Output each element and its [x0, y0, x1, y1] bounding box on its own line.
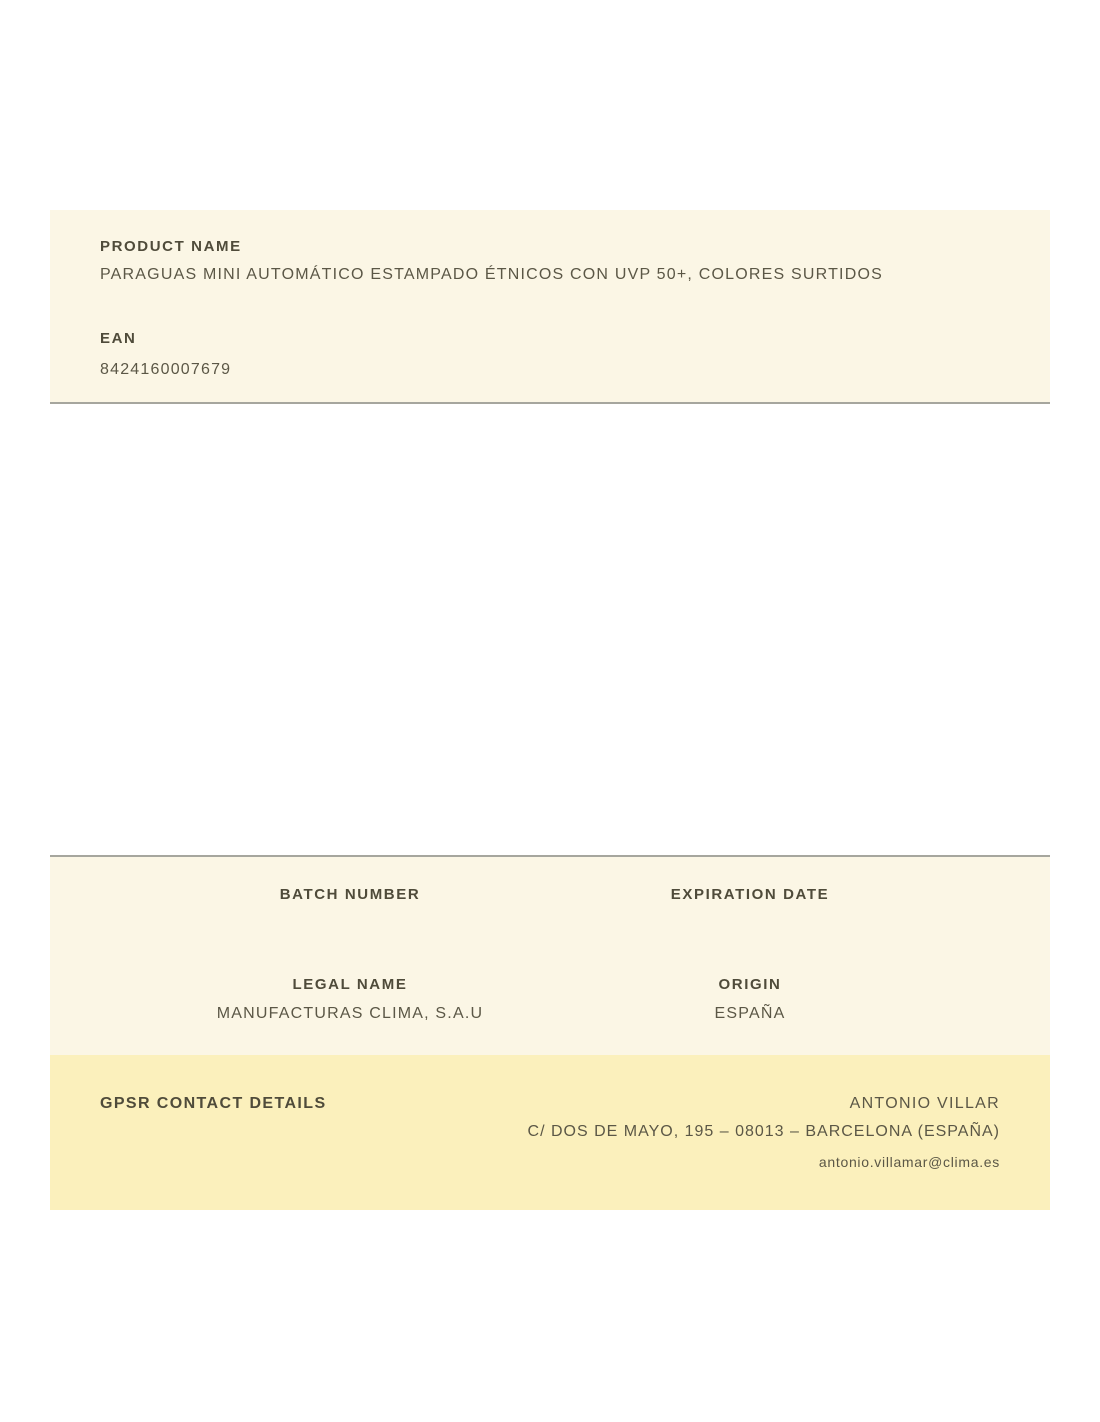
- legal-name-value: MANUFACTURAS CLIMA, S.A.U: [216, 1005, 484, 1022]
- gpsr-contact-details-label: GPSR CONTACT DETAILS: [100, 1095, 327, 1112]
- batch-number-label: BATCH NUMBER: [279, 886, 421, 903]
- origin-field: [550, 976, 950, 1023]
- ean-value: 8424160007679: [100, 361, 232, 378]
- ean-label: EAN: [100, 330, 137, 347]
- origin-value: ESPAÑA: [714, 1005, 786, 1022]
- batch-section: [50, 855, 1050, 1058]
- batch-grid: [150, 886, 950, 1023]
- contact-address: C/ DOS DE MAYO, 195 – 08013 – BARCELONA (ESPAÑA): [527, 1123, 1000, 1140]
- expiration-date-label: EXPIRATION DATE: [670, 886, 830, 903]
- origin-label: ORIGIN: [718, 976, 782, 993]
- contact-name: ANTONIO VILLAR: [849, 1095, 1000, 1112]
- product-name-value: PARAGUAS MINI AUTOMÁTICO ESTAMPADO ÉTNICOS CON UVP 50+, COLORES SURTIDOS: [100, 266, 883, 283]
- gpsr-section: [50, 1055, 1050, 1210]
- legal-name-label: LEGAL NAME: [292, 976, 408, 993]
- contact-email: antonio.villamar@clima.es: [818, 1154, 1000, 1170]
- batch-number-field: [150, 886, 550, 976]
- expiration-date-field: [550, 886, 950, 976]
- gpsr-contact-block: [528, 1095, 1000, 1170]
- legal-name-field: [150, 976, 550, 1023]
- product-name-label: PRODUCT NAME: [100, 238, 242, 255]
- product-section: [50, 210, 1050, 404]
